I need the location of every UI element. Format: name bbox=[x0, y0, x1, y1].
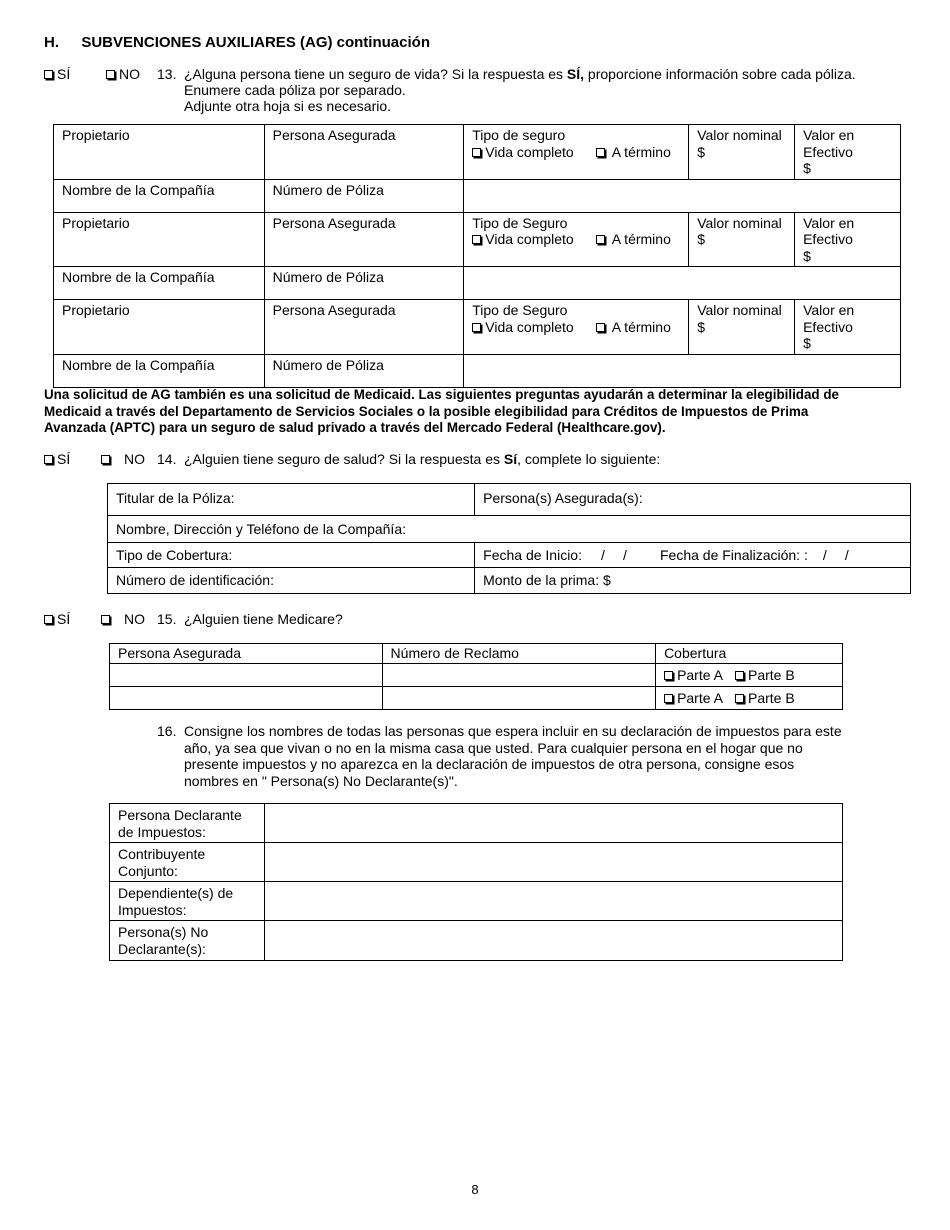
medicaid-note-line: Medicaid a través del Departamento de Servicios Sociales o la posible elegibilidad para Créditos de Impuestos de Prima bbox=[44, 403, 809, 419]
row-label: Conjunto: bbox=[118, 862, 178, 879]
checkbox-icon[interactable] bbox=[735, 694, 744, 703]
col-header-claim: Número de Reclamo bbox=[382, 644, 656, 664]
whole-life-label: Vida completo bbox=[485, 318, 574, 335]
medicare-table bbox=[109, 643, 843, 710]
currency-label: $ bbox=[803, 160, 811, 176]
company-cell[interactable]: Nombre de la Compañía bbox=[54, 354, 265, 387]
part-a-label: Parte A bbox=[677, 689, 723, 706]
claim-number-input[interactable] bbox=[382, 686, 656, 709]
section-letter: H. bbox=[44, 34, 59, 51]
q13-question bbox=[184, 66, 856, 83]
checkbox-icon[interactable] bbox=[106, 70, 115, 79]
insured-cell[interactable]: Persona Asegurada bbox=[264, 125, 464, 180]
q13-line3: Adjunte otra hoja si es necesario. bbox=[184, 98, 392, 114]
company-cell[interactable]: Nombre de la Compañía bbox=[54, 179, 265, 212]
q14-question bbox=[184, 451, 660, 468]
dependents-label bbox=[110, 882, 265, 921]
tax-filer-label bbox=[110, 804, 265, 843]
medicaid-note-line: Una solicitud de AG también es una solicitud de Medicaid. Las siguientes preguntas ayudarán a determinar la elegibilidad de bbox=[44, 387, 839, 402]
col-header-coverage: Cobertura bbox=[656, 644, 843, 664]
health-insurance-table bbox=[107, 483, 911, 594]
life-insurance-table bbox=[53, 124, 901, 388]
face-value-cell[interactable] bbox=[689, 125, 795, 180]
policy-row bbox=[54, 212, 901, 267]
coverage-type-cell[interactable]: Tipo de Cobertura: bbox=[108, 543, 475, 568]
part-b-label: Parte B bbox=[747, 689, 795, 706]
end-date-label: Fecha de Finalización: : bbox=[659, 547, 808, 563]
whole-life-label: Vida completo bbox=[485, 231, 574, 247]
cash-value-label: Valor en bbox=[803, 214, 855, 231]
type-cell[interactable] bbox=[464, 125, 689, 180]
checkbox-icon[interactable] bbox=[44, 615, 53, 624]
cash-value-cell[interactable] bbox=[795, 212, 901, 267]
currency-label: $ bbox=[803, 335, 811, 351]
tax-filers-table bbox=[109, 803, 843, 961]
no-label: NO bbox=[124, 451, 145, 467]
face-value-label: Valor nominal bbox=[697, 214, 782, 231]
q16-instructions bbox=[184, 723, 842, 789]
policy-number-cell[interactable]: Número de Póliza bbox=[264, 179, 464, 212]
currency-label: $ bbox=[697, 318, 706, 335]
owner-cell[interactable]: Propietario bbox=[54, 300, 265, 355]
date-slash: / bbox=[623, 547, 627, 563]
row-label: Impuestos: bbox=[118, 901, 187, 918]
checkbox-icon[interactable] bbox=[664, 694, 673, 703]
checkbox-icon[interactable] bbox=[472, 235, 481, 244]
yes-label: SÍ bbox=[57, 451, 71, 467]
medicaid-note-line: Avanzada (APTC) para un seguro de salud privado a través del Mercado Federal (Healthcare.gov). bbox=[44, 420, 666, 435]
checkbox-icon[interactable] bbox=[44, 70, 53, 79]
company-row bbox=[54, 354, 901, 387]
face-value-cell[interactable] bbox=[689, 300, 795, 355]
q14-text-bold: Sí bbox=[503, 451, 518, 467]
insured-persons-cell[interactable]: Persona(s) Asegurada(s): bbox=[475, 484, 911, 516]
section-heading bbox=[44, 34, 430, 51]
col-header-insured: Persona Asegurada bbox=[110, 644, 383, 664]
policy-number-cell[interactable]: Número de Póliza bbox=[264, 267, 464, 300]
non-filers-label bbox=[110, 921, 265, 961]
q14-yes-option[interactable] bbox=[44, 451, 70, 468]
whole-life-label: Vida completo bbox=[485, 143, 574, 160]
coverage-options bbox=[656, 663, 843, 686]
insured-cell[interactable]: Persona Asegurada bbox=[264, 212, 464, 267]
insured-input[interactable] bbox=[110, 663, 383, 686]
part-b-label: Parte B bbox=[747, 666, 795, 683]
company-row bbox=[54, 267, 901, 300]
term-label: A término bbox=[611, 143, 671, 160]
cash-value-label: Efectivo bbox=[803, 318, 853, 335]
q13-text-bold: SÍ, bbox=[566, 66, 585, 82]
face-value-cell[interactable] bbox=[689, 212, 795, 267]
row-label: Persona Declarante bbox=[118, 807, 242, 823]
q13-number: 13. bbox=[157, 66, 177, 82]
term-label: A término bbox=[611, 318, 671, 335]
q14-number: 14. bbox=[157, 451, 177, 467]
dates-cell[interactable] bbox=[475, 543, 911, 568]
cash-value-label: Efectivo bbox=[803, 231, 853, 247]
row-label: Persona(s) No bbox=[118, 924, 209, 940]
currency-label: $ bbox=[697, 231, 706, 247]
checkbox-icon[interactable] bbox=[735, 671, 744, 680]
q14-text-a: ¿Alguien tiene seguro de salud? Si la respuesta es bbox=[184, 451, 504, 467]
joint-filer-label bbox=[110, 843, 265, 882]
blank-cell[interactable] bbox=[464, 267, 901, 300]
section-title: SUBVENCIONES AUXILIARES (AG) continuación bbox=[81, 34, 430, 51]
insured-cell[interactable]: Persona Asegurada bbox=[264, 300, 464, 355]
policy-number-cell[interactable]: Número de Póliza bbox=[264, 354, 464, 387]
date-slash: / bbox=[844, 547, 849, 563]
q14-no-option[interactable] bbox=[101, 451, 145, 468]
coverage-options bbox=[656, 686, 843, 709]
q16-line: nombres en " Persona(s) No Declarante(s)". bbox=[184, 772, 458, 789]
checkbox-icon[interactable] bbox=[101, 455, 110, 464]
checkbox-icon[interactable] bbox=[472, 323, 481, 332]
q15-yes-option[interactable] bbox=[44, 611, 70, 628]
joint-filer-input[interactable] bbox=[264, 843, 842, 882]
checkbox-icon[interactable] bbox=[596, 148, 605, 157]
dependents-input[interactable] bbox=[264, 882, 842, 921]
q13-line2: Enumere cada póliza por separado. bbox=[184, 82, 406, 98]
cash-value-cell[interactable] bbox=[795, 125, 901, 180]
checkbox-icon[interactable] bbox=[596, 235, 605, 244]
face-value-label: Valor nominal bbox=[697, 302, 782, 318]
row-label: de Impuestos: bbox=[118, 823, 206, 840]
owner-cell[interactable]: Propietario bbox=[54, 212, 265, 267]
page-number: 8 bbox=[471, 1182, 479, 1197]
cash-value-label: Efectivo bbox=[803, 143, 853, 160]
row-label: Declarante(s): bbox=[118, 940, 206, 957]
type-cell[interactable] bbox=[464, 300, 689, 355]
type-label: Tipo de Seguro bbox=[472, 302, 568, 318]
currency-label: $ bbox=[697, 143, 706, 160]
date-slash: / bbox=[601, 547, 605, 563]
checkbox-icon[interactable] bbox=[44, 455, 53, 464]
cash-value-label: Valor en bbox=[803, 127, 855, 143]
checkbox-icon[interactable] bbox=[664, 671, 673, 680]
company-row bbox=[54, 179, 901, 212]
blank-cell[interactable] bbox=[464, 354, 901, 387]
term-label: A término bbox=[611, 231, 671, 247]
q15-number: 15. bbox=[157, 611, 177, 627]
checkbox-icon[interactable] bbox=[596, 323, 605, 332]
part-a-label: Parte A bbox=[677, 666, 723, 683]
cash-value-cell[interactable] bbox=[795, 300, 901, 355]
owner-cell[interactable]: Propietario bbox=[54, 125, 265, 180]
q16-line: año, ya sea que vivan o no en la misma casa que usted. Para cualquier persona en el hogar que no bbox=[184, 739, 803, 756]
start-date-label: Fecha de Inicio: bbox=[483, 547, 582, 563]
yes-label: SÍ bbox=[57, 66, 71, 82]
q15-no-option[interactable] bbox=[101, 611, 145, 628]
blank-cell[interactable] bbox=[464, 179, 901, 212]
q16-number: 16. bbox=[157, 723, 177, 739]
type-label: Tipo de seguro bbox=[472, 127, 566, 143]
face-value-label: Valor nominal bbox=[697, 127, 782, 143]
q15-question: ¿Alguien tiene Medicare? bbox=[184, 611, 343, 627]
claim-number-input[interactable] bbox=[382, 663, 656, 686]
tax-filer-input[interactable] bbox=[264, 804, 842, 843]
q13-yes-option[interactable] bbox=[44, 66, 70, 83]
q13-no-option[interactable] bbox=[106, 66, 140, 83]
id-number-cell[interactable]: Número de identificación: bbox=[108, 568, 475, 594]
policy-row bbox=[54, 125, 901, 180]
checkbox-icon[interactable] bbox=[472, 148, 481, 157]
cash-value-label: Valor en bbox=[803, 302, 855, 318]
checkbox-icon[interactable] bbox=[101, 615, 110, 624]
insured-input[interactable] bbox=[110, 686, 383, 709]
q13-text-a: ¿Alguna persona tiene un seguro de vida? Si la respuesta es bbox=[184, 66, 567, 82]
row-label: Contribuyente bbox=[118, 846, 206, 862]
policy-row bbox=[54, 300, 901, 355]
premium-cell[interactable]: Monto de la prima: $ bbox=[475, 568, 911, 594]
currency-label: $ bbox=[803, 247, 811, 264]
q16-line: Consigne los nombres de todas las personas que espera incluir en su declaración de impuestos para este bbox=[184, 723, 842, 739]
yes-label: SÍ bbox=[57, 611, 71, 627]
medicaid-note bbox=[44, 387, 839, 437]
date-slash: / bbox=[822, 547, 827, 563]
company-info-cell[interactable]: Nombre, Dirección y Teléfono de la Compañía: bbox=[108, 516, 911, 543]
non-filers-input[interactable] bbox=[264, 921, 842, 961]
row-label: Dependiente(s) de bbox=[118, 885, 234, 901]
no-label: NO bbox=[119, 66, 140, 82]
type-label: Tipo de Seguro bbox=[472, 214, 568, 231]
company-cell[interactable]: Nombre de la Compañía bbox=[54, 267, 265, 300]
policy-holder-cell[interactable]: Titular de la Póliza: bbox=[108, 484, 475, 516]
type-cell[interactable] bbox=[464, 212, 689, 267]
q13-text-b: proporcione información sobre cada póliza. bbox=[584, 66, 856, 82]
no-label: NO bbox=[124, 611, 145, 627]
q16-line: presente impuestos y no aparezca en la declaración de impuestos de otra persona, consigne esos bbox=[184, 756, 795, 772]
q14-text-b: , complete lo siguiente: bbox=[517, 451, 661, 467]
